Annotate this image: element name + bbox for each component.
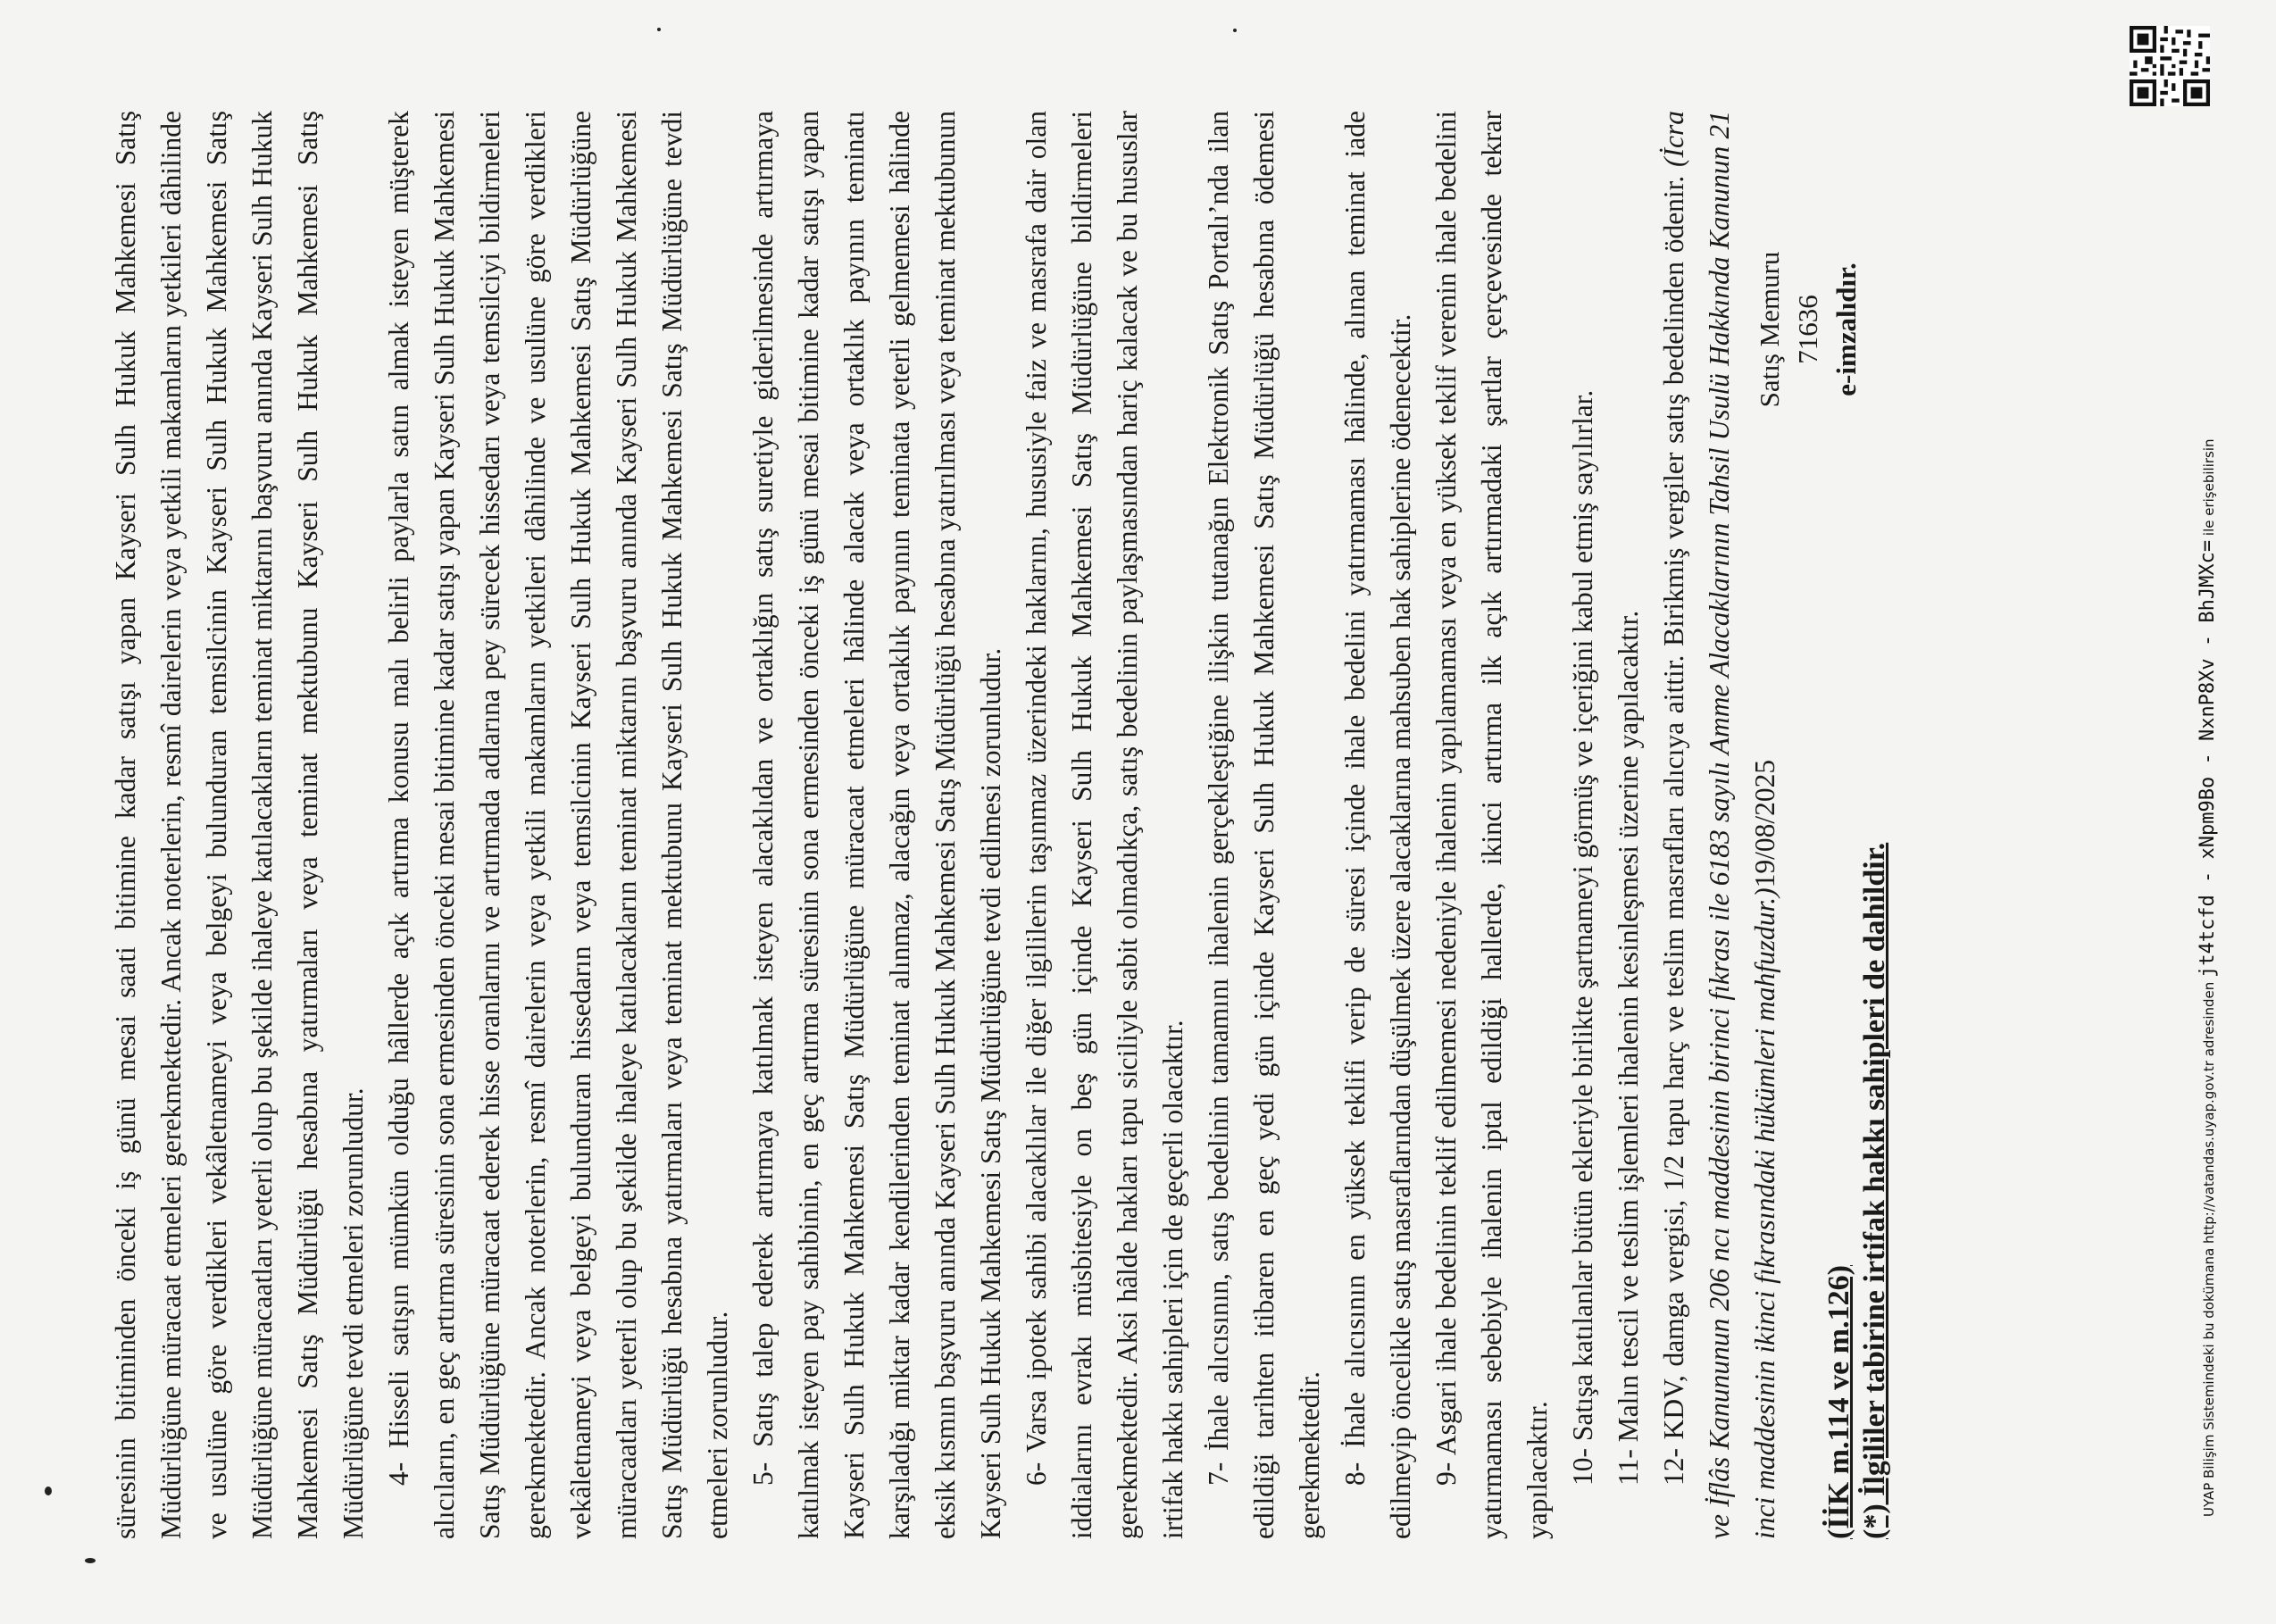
paragraph-item-8: 8- İhale alıcısının en yüksek teklifi verip de süresi içinde ihale bedelini yatırmaması hâlinde, alınan teminat iade edilmeyip öncelikle satış masraflarından düşülmek üzere alacaklarına mahsuben hak sahiplerine ödenecektir. xyxy=(1339,111,1416,1539)
qr-code-icon xyxy=(2130,26,2210,106)
access-code: jt4tcfd - xNpm9Bo - NxnP8Xv - BhJMXc= xyxy=(2197,539,2219,978)
item-12-text: 12- KDV, damga vergisi, 1/2 tapu harç ve teslim masrafları alıcıya aittir. Birikmiş vergiler satış bedelinden ödenir. xyxy=(1658,166,1689,1486)
scan-speck xyxy=(85,1558,96,1563)
law-reference-block xyxy=(1822,843,1893,1539)
paragraph-item-9: 9- Asgari ihale bedelinin teklif edilmemesi nedeniyle ihalenin yapılamaması veya en yüksek teklif verenin ihale bedelini yatırmaması sebebiyle ihalenin iptal edildiği hallerde, ikinci artırma ilk açık artırmadaki şartlar çerçevesinde tekrar yapılacaktır. xyxy=(1430,111,1553,1539)
document-date: 19/08/2025 xyxy=(1749,759,1780,888)
document-body xyxy=(103,111,1788,1539)
signature-block xyxy=(1750,213,1865,446)
paragraph-item-4: 4- Hisseli satışın mümkün olduğu hâllerde açık artırma konusu malı belirli paylarla satın almak isteyen müşterek alıcıların, en geç artırma süresinin sona ermesinden önceki mesai bitimine kadar satışı yapan Kayseri Sulh Hukuk Mahkemesi Satış Müdürlüğüne müracaat ederek hisse oranlarını ve artırmada adlarına pey sürecek hissedarı veya temsilciyi bildirmeleri gerekmektedir. Ancak noterlerin, resmî dairelerin veya yetkili makamların yetkileri dâhilinde ve usulüne göre verdikleri vekâletnameyi veya belgeyi bulunduran hissedarın veya temsilcinin Kayseri Sulh Hukuk Mahkemesi Satış Müdürlüğüne müracaatları yeterli olup bu şekilde ihaleye katılacakların teminat miktarını başvuru anında Kayseri Sulh Hukuk Mahkemesi Satış Müdürlüğü hesabına yatırmaları veya teminat mektubunu Kayseri Sulh Hukuk Mahkemesi Satış Müdürlüğüne tevdi etmeleri zorunludur. xyxy=(383,111,733,1539)
paragraph-item-7: 7- İhale alıcısının, satış bedelinin tamamını ihalenin gerçekleştiğine ilişkin tutanağın Elektronik Satış Portalı’nda ilan edildiği tarihten itibaren en geç yedi gün içinde Kayseri Sulh Hukuk Mahkemesi Satış Müdürlüğü hesabına ödemesi gerekmektedir. xyxy=(1203,111,1325,1539)
footer-suffix: ile erişebilirsin xyxy=(2201,438,2217,537)
scan-speck xyxy=(45,1487,52,1495)
scan-speck xyxy=(657,28,661,31)
footer-prefix: UYAP Bilişim Sistemindeki bu dokümana http://vatandas.uyap.gov.tr adresinden xyxy=(2201,981,2217,1517)
uyap-footer xyxy=(2197,0,2219,1517)
paragraph-item-11: 11- Malın tescil ve teslim işlemleri ihalenin kesinleşmesi üzerine yapılacaktır. xyxy=(1613,610,1644,1486)
item-12-legal-note: (İcra ve İflâs Kanununun 206 ncı maddesinin birinci fıkrası ile 6183 sayılı Amme Alacaklarının Tahsil Usulü Hakkında Kanunun 21 inci maddesinin ikinci fıkrasındaki hükümleri mahfuzdur.) xyxy=(1658,111,1780,1539)
signer-number: 71636 xyxy=(1792,295,1823,364)
footnote: (*) İlgililer tabirine irtifak hakkı sahipleri de dahildir. xyxy=(1858,842,1891,1539)
paragraph-item-10: 10- Satışa katılanlar bütün ekleriyle birlikte şartnameyi görmüş ve içeriğini kabul etmiş sayılırlar. xyxy=(1567,389,1598,1486)
scan-speck xyxy=(1233,29,1237,32)
paragraph-item-5: 5- Satış talep ederek artırmaya katılmak isteyen alacaklıdan ve ortaklığın satış suretiyle giderilmesinde artırmaya katılmak isteyen pay sahibinin, en geç artırma süresinin sona ermesinden önceki iş günü mesai bitimine kadar satışı yapan Kayseri Sulh Hukuk Mahkemesi Satış Müdürlüğüne müracaat etmeleri hâlinde alacak veya ortaklık payının teminatı karşıladığı miktar kadar kendilerinden teminat alınmaz, alacağın veya ortaklık payının teminata yeterli gelmemesi hâlinde eksik kısmın başvuru anında Kayseri Sulh Hukuk Mahkemesi Satış Müdürlüğü hesabına yatırılması veya teminat mektubunun Kayseri Sulh Hukuk Mahkemesi Satış Müdürlüğüne tevdi edilmesi zorunludur. xyxy=(747,111,1006,1539)
paragraph-continuation: süresinin bitiminden önceki iş günü mesai saati bitimine kadar satışı yapan Kayseri Sulh Hukuk Mahkemesi Satış Müdürlüğüne müracaat etmeleri gerekmektedir. Ancak noterlerin, resmî dairelerin veya yetkili makamların yetkileri dâhilinde ve usulüne göre verdikleri vekâletnameyi veya belgeyi bulunduran temsilcinin Kayseri Sulh Hukuk Mahkemesi Satış Müdürlüğüne müracaatları yeterli olup bu şekilde ihaleye katılacakların teminat miktarını başvuru anında Kayseri Sulh Hukuk Mahkemesi Satış Müdürlüğü hesabına yatırmaları veya teminat mektubunu Kayseri Sulh Hukuk Mahkemesi Satış Müdürlüğüne tevdi etmeleri zorunludur. xyxy=(110,111,369,1539)
paragraph-item-6: 6- Varsa ipotek sahibi alacaklılar ile diğer ilgililerin taşınmaz üzerindeki haklarını, hususiyle faiz ve masrafa dair olan iddialarını evrakı müsbitesiyle on beş gün içinde Kayseri Sulh Hukuk Mahkemesi Satış Müdürlüğüne bildirmeleri gerekmektedir. Aksi hâlde hakları tapu siciliyle sabit olmadıkça, satış bedelinin paylaşmasından hariç kalacak ve bu hususlar irtifak hakkı sahipleri için de geçerli olacaktır. xyxy=(1021,111,1188,1539)
law-reference: (İİK m.114 ve m.126) xyxy=(1822,1265,1855,1539)
signer-title: Satış Memuru xyxy=(1754,251,1785,408)
e-signature-note: e-imzalıdır. xyxy=(1830,262,1862,396)
